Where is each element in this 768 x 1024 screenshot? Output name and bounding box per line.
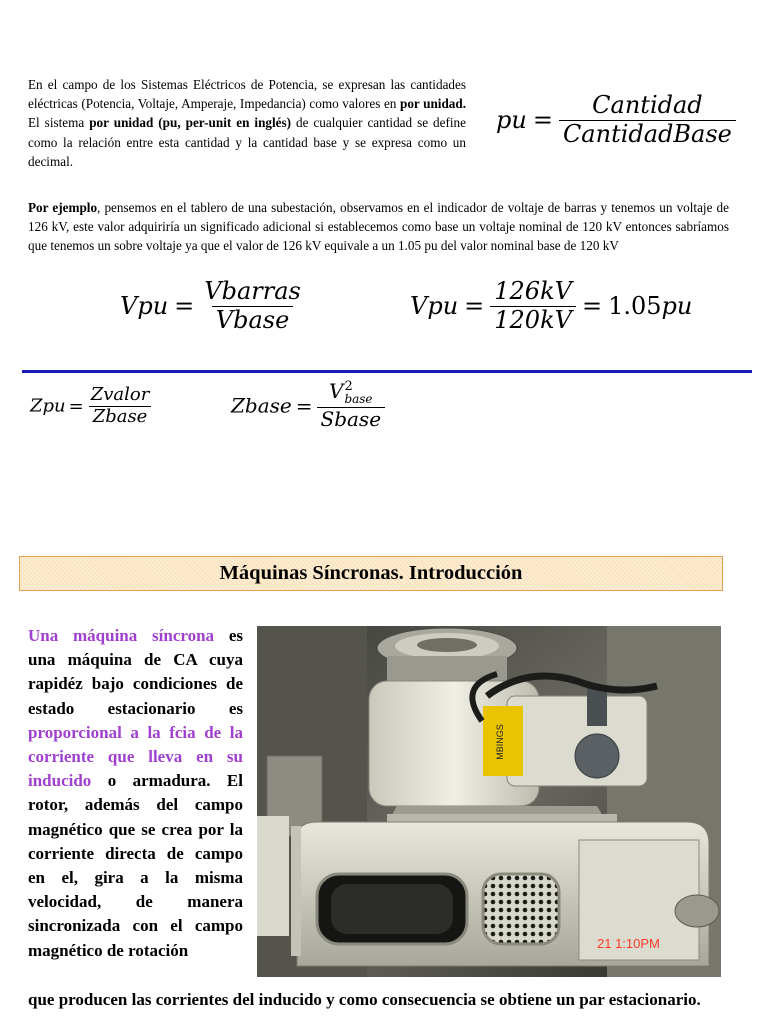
formula-zpu-numerator: Zvalor [90, 384, 150, 405]
formula-vpu-result-unit: pu [661, 292, 693, 321]
description-text-1: es una máquina de CA cuya rapidéz bajo condiciones de estado estacionario es [28, 626, 243, 718]
formula-zbase-lhs: Zbase [231, 393, 292, 418]
intro-text-2: El sistema [28, 115, 90, 131]
formula-vpu-denominator: Vbase [212, 306, 294, 335]
formula-pu-lhs: pu [496, 106, 527, 135]
description-continuation: que producen las corrientes del inducido y como consecuencia se obtiene un par estacionario. [28, 990, 701, 1009]
description-highlight-1: Una máquina síncrona [28, 626, 215, 645]
formula-vpu-numerator: Vbarras [204, 277, 301, 305]
formula-zbase-v: V [328, 379, 344, 403]
formula-zpu-lhs: Zpu [30, 395, 66, 417]
example-paragraph [28, 198, 729, 256]
description-text-2: o armadura. El rotor, además del campo magnético que se crea por la corriente directa de campo en el, gira a la misma velocidad, de manera sincronizada con el campo magnético de rotación [28, 771, 243, 960]
intro-paragraph [28, 75, 466, 171]
machine-warning-label: MBINGS [495, 724, 505, 760]
formula-zpu-denominator: Zbase [89, 406, 152, 428]
formula-zbase-numerator [325, 380, 377, 407]
section-divider [22, 370, 752, 373]
description-highlight-2: proporcional a la fcia de la corriente que lleva en su inducido [28, 722, 243, 791]
formula-vpu-lhs: Vpu [120, 292, 169, 321]
formula-zbase-subscript: base [344, 392, 373, 406]
formula-zbase: Zbase = V 2 base Sbase [231, 380, 385, 431]
formula-vpu-numeric-denominator: 120kV [490, 306, 576, 335]
formula-zpu: Zpu = $\frac{\text{Zvalor}}{\text{Zbase}}$ [30, 385, 153, 427]
formula-vpu-numeric-numerator: 126kV [494, 277, 572, 305]
synchronous-machine-photo [257, 626, 721, 977]
formula-vpu: Vpu = $\frac{\text{Vbarras}}{\text{Vbase}}$ [120, 278, 305, 334]
section-title: Máquinas Síncronas. Introducción [219, 562, 523, 584]
intro-text-1: En el campo de los Sistemas Eléctricos de Potencia, se expresan las cantidades eléctricas (Potencia, Voltaje, Amperaje, Impedancia) como valores en [28, 77, 466, 112]
photo-timestamp: 21 1:10PM [597, 936, 660, 951]
description-paragraph [28, 624, 243, 963]
formula-pu-numerator: Cantidad [592, 91, 703, 119]
formula-pu-denominator: CantidadBase [559, 120, 736, 149]
formula-vpu-result-value: 1.05 [608, 292, 662, 321]
intro-text-3: de cualquier cantidad se define como la relación entre esta cantidad y la cantidad base y se expresa como un decimal. [28, 115, 466, 169]
formula-zbase-denominator: Sbase [317, 407, 386, 431]
example-bold: Por ejemplo [28, 200, 98, 215]
formula-vpu-numeric-lhs: Vpu [410, 292, 459, 321]
intro-bold-1: por unidad. [399, 96, 466, 112]
formula-pu: pu = $\frac{\text{Cantidad}}{\text{CantidadBase}}$ [496, 92, 736, 148]
formula-zbase-exponent: 2 [344, 379, 353, 394]
section-title-banner [19, 556, 723, 591]
formula-vpu-numeric: Vpu = $\frac{126kV}{120kV}$ = 1.05pu [410, 277, 693, 334]
example-text: , pensemos en el tablero de una subestación, observamos en el indicador de voltaje de barras y tenemos un voltaje de 126 kV, este valor adquiriría un significado adicional si establecemos como base un voltaje nominal de 120 kV entonces sabríamos que tenemos un sobre voltaje ya que el valor de 126 kV equivale a un 1.05 pu del valor nominal base de 120 kV [28, 200, 729, 254]
intro-bold-2: por unidad (pu, per-unit en inglés) [89, 115, 292, 131]
